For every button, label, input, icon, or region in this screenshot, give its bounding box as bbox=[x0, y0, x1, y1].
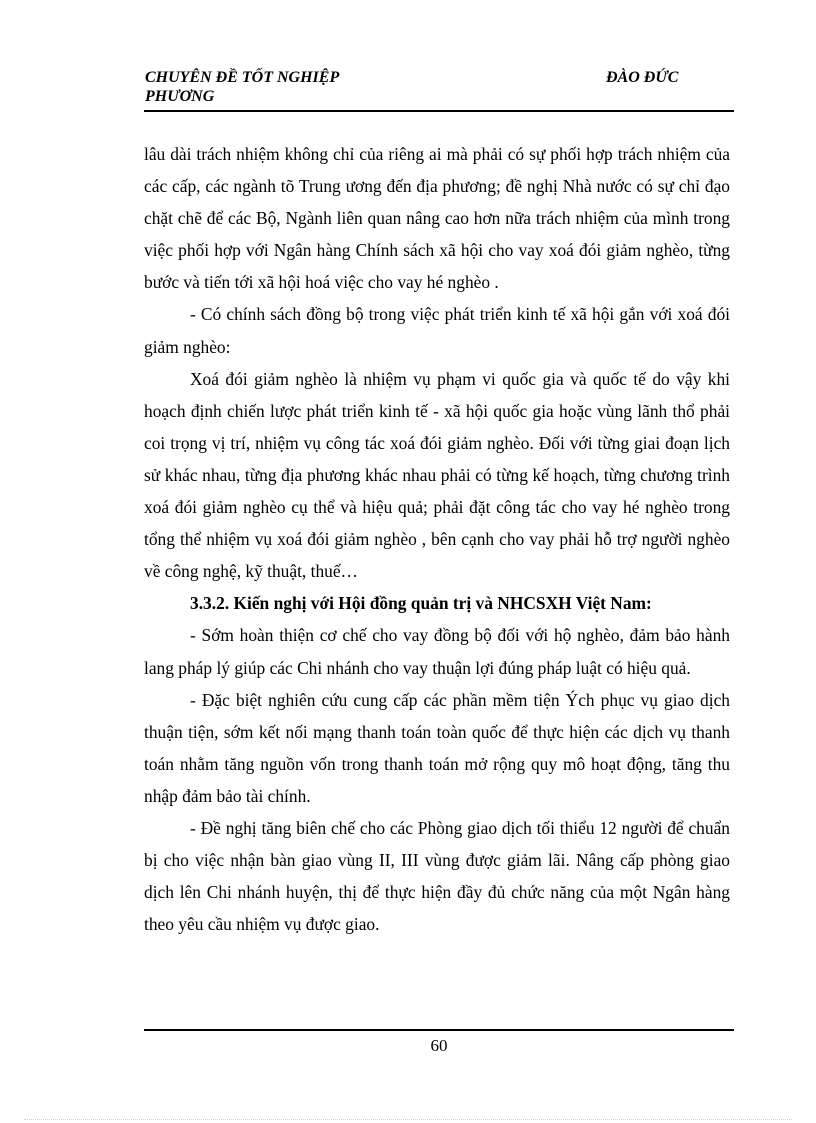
page-number: 60 bbox=[430, 1036, 448, 1055]
section-heading: 3.3.2. Kiến nghị với Hội đồng quản trị và NHCSXH Việt Nam: bbox=[190, 593, 652, 614]
paragraph-4: - Sớm hoàn thiện cơ chế cho vay đồng bộ đối với hộ nghèo, đảm bảo hành lang pháp lý giúp các Chi nhánh cho vay thuận lợi đúng pháp luật có hiệu quả. bbox=[144, 625, 730, 678]
header-author-continued: PHƯƠNG bbox=[145, 88, 215, 105]
document-body bbox=[144, 138, 730, 940]
paragraph-6: - Đề nghị tăng biên chế cho các Phòng giao dịch tối thiểu 12 người để chuẩn bị cho việc nhận bàn giao vùng II, III vùng được giảm lãi. Nâng cấp phòng giao dịch lên Chi nhánh huyện, thị để thực hiện đầy đủ chức năng của một Ngân hàng theo yêu cầu nhiệm vụ được giao. bbox=[144, 817, 730, 935]
page-header bbox=[144, 66, 734, 112]
header-title: CHUYÊN ĐỀ TỐT NGHIỆP bbox=[145, 69, 340, 86]
page-edge-divider bbox=[24, 1119, 792, 1120]
header-author: ĐÀO ĐỨC bbox=[606, 69, 679, 86]
paragraph-1: lâu dài trách nhiệm không chỉ của riêng ai mà phải có sự phối hợp trách nhiệm của các cấp, các ngành tõ Trung ương đến địa phương; đề nghị Nhà nước có sự chỉ đạo chặt chẽ để các Bộ, Ngành liên quan nâng cao hơn nữa trách nhiệm của mình trong việc phối hợp với Ngân hàng Chính sách xã hội cho vay xoá đói giảm nghèo, từng bước và tiến tới xã hội hoá việc cho vay hé nghèo . bbox=[144, 144, 730, 293]
paragraph-2: - Có chính sách đồng bộ trong việc phát triển kinh tế xã hội gắn với xoá đói giảm nghèo: bbox=[144, 304, 730, 357]
paragraph-5: - Đặc biệt nghiên cứu cung cấp các phần mềm tiện Ých phục vụ giao dịch thuận tiện, sớm kết nối mạng thanh toán toàn quốc để thực hiện các dịch vụ thanh toán nhằm tăng nguồn vốn trong thanh toán mở rộng quy mô hoạt động, tăng thu nhập đảm bảo tài chính. bbox=[144, 689, 730, 806]
paragraph-3: Xoá đói giảm nghèo là nhiệm vụ phạm vi quốc gia và quốc tế do vậy khi hoạch định chiến lược phát triển kinh tế - xã hội quốc gia hoặc vùng lãnh thổ phải coi trọng vị trí, nhiệm vụ công tác xoá đói giảm nghèo. Đối với từng giai đoạn lịch sử khác nhau, từng địa phương khác nhau phải có từng kế hoạch, từng chương trình xoá đói giảm nghèo cụ thể và hiệu quả; phải đặt công tác cho vay hé nghèo trong tổng thể nhiệm vụ xoá đói giảm nghèo , bên cạnh cho vay phải hỗ trợ người nghèo về công nghệ, kỹ thuật, thuế… bbox=[144, 368, 730, 582]
footer-divider bbox=[144, 1029, 734, 1031]
